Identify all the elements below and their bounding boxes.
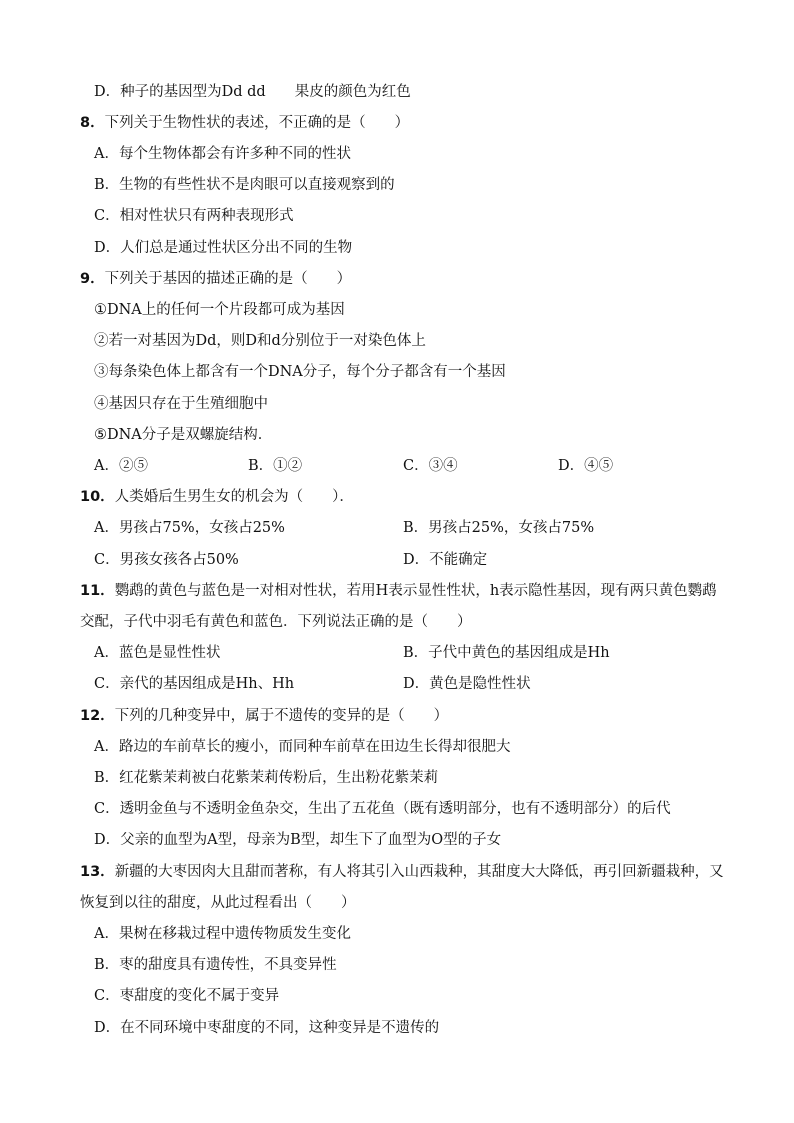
q10-option-d: D．不能确定: [403, 552, 488, 568]
q12-option-a: A．路边的车前草长的瘦小，而同种车前草在田边生长得却很肥大: [94, 739, 511, 755]
q8-stem-line: [80, 113, 409, 133]
q9-statement-2: ②若一对基因为Dd，则D和d分别位于一对染色体上: [94, 333, 426, 349]
q12-option-d: D．父亲的血型为A型，母亲为B型，却生下了血型为O型的子女: [94, 832, 502, 848]
q13-number: 13．: [80, 864, 115, 880]
q10-stem-line: [80, 487, 354, 507]
q11-option-b: B．子代中黄色的基因组成是Hh: [403, 645, 610, 661]
q8-option-c: C．相对性状只有两种表现形式: [94, 208, 294, 224]
q9-statement-1: ①DNA上的任何一个片段都可成为基因: [94, 302, 345, 318]
q10-number: 10．: [80, 489, 115, 505]
q8-stem: 下列关于生物性状的表述，不正确的是（ ）: [104, 115, 410, 131]
q13-stem-1: 新疆的大枣因肉大且甜而著称，有人将其引入山西栽种，其甜度大大降低，再引回新疆栽种，又: [114, 864, 724, 880]
q13-option-a: A．果树在移栽过程中遗传物质发生变化: [94, 926, 351, 942]
q11-stem-2: 交配，子代中羽毛有黄色和蓝色．下列说法正确的是（ ）: [80, 614, 472, 630]
q11-stem-line-1: [80, 581, 717, 601]
q13-option-d: D．在不同环境中枣甜度的不同，这种变异是不遗传的: [94, 1020, 440, 1036]
q9-stem-line: [80, 269, 351, 289]
q9-option-b: B．①②: [248, 458, 303, 474]
q9-statement-5: ⑤DNA分子是双螺旋结构．: [94, 427, 273, 443]
q11-number: 11．: [80, 583, 115, 599]
q8-number: 8．: [80, 115, 105, 131]
q10-option-a: A．男孩占75%，女孩占25%: [94, 520, 285, 536]
q9-option-d: D．④⑤: [558, 458, 614, 474]
q13-option-c: C．枣甜度的变化不属于变异: [94, 988, 280, 1004]
q13-option-b: B．枣的甜度具有遗传性，不具变异性: [94, 957, 337, 973]
q11-option-c: C．亲代的基因组成是Hh、Hh: [94, 676, 295, 692]
q9-statement-4: ④基因只存在于生殖细胞中: [94, 396, 268, 412]
q12-stem-line: [80, 706, 448, 726]
q11-option-d: D．黄色是隐性性状: [403, 676, 531, 692]
q8-option-d: D．人们总是通过性状区分出不同的生物: [94, 240, 353, 256]
q10-option-c: C．男孩女孩各占50%: [94, 552, 239, 568]
q12-number: 12．: [80, 708, 115, 724]
q8-option-b: B．生物的有些性状不是肉眼可以直接观察到的: [94, 177, 395, 193]
q12-stem: 下列的几种变异中，属于不遗传的变异的是（ ）: [114, 708, 449, 724]
q9-option-a: A．②⑤: [94, 458, 148, 474]
q12-option-b: B．红花紫茉莉被白花紫茉莉传粉后，生出粉花紫茉莉: [94, 770, 439, 786]
q11-stem-1: 鹦鹉的黄色与蓝色是一对相对性状，若用H表示显性性状，h表示隐性基因，现有两只黄色鹦鹉: [114, 583, 717, 599]
q13-stem-2: 恢复到以往的甜度，从此过程看出（ ）: [80, 895, 356, 911]
q9-stem: 下列关于基因的描述正确的是（ ）: [104, 271, 352, 287]
q9-option-c: C．③④: [403, 458, 458, 474]
q10-option-b: B．男孩占25%，女孩占75%: [403, 520, 595, 536]
q12-option-c: C．透明金鱼与不透明金鱼杂交，生出了五花鱼（既有透明部分，也有不透明部分）的后代: [94, 801, 671, 817]
q9-statement-3: ③每条染色体上都含有一个DNA分子，每个分子都含有一个基因: [94, 364, 506, 380]
q8-option-a: A．每个生物体都会有许多种不同的性状: [94, 146, 351, 162]
q9-number: 9．: [80, 271, 105, 287]
q7-option-d: D．种子的基因型为Dd dd 果皮的颜色为红色: [94, 84, 411, 100]
q10-stem: 人类婚后生男生女的机会为（ ）．: [114, 489, 354, 505]
q11-option-a: A．蓝色是显性性状: [94, 645, 221, 661]
q13-stem-line-1: [80, 862, 724, 882]
